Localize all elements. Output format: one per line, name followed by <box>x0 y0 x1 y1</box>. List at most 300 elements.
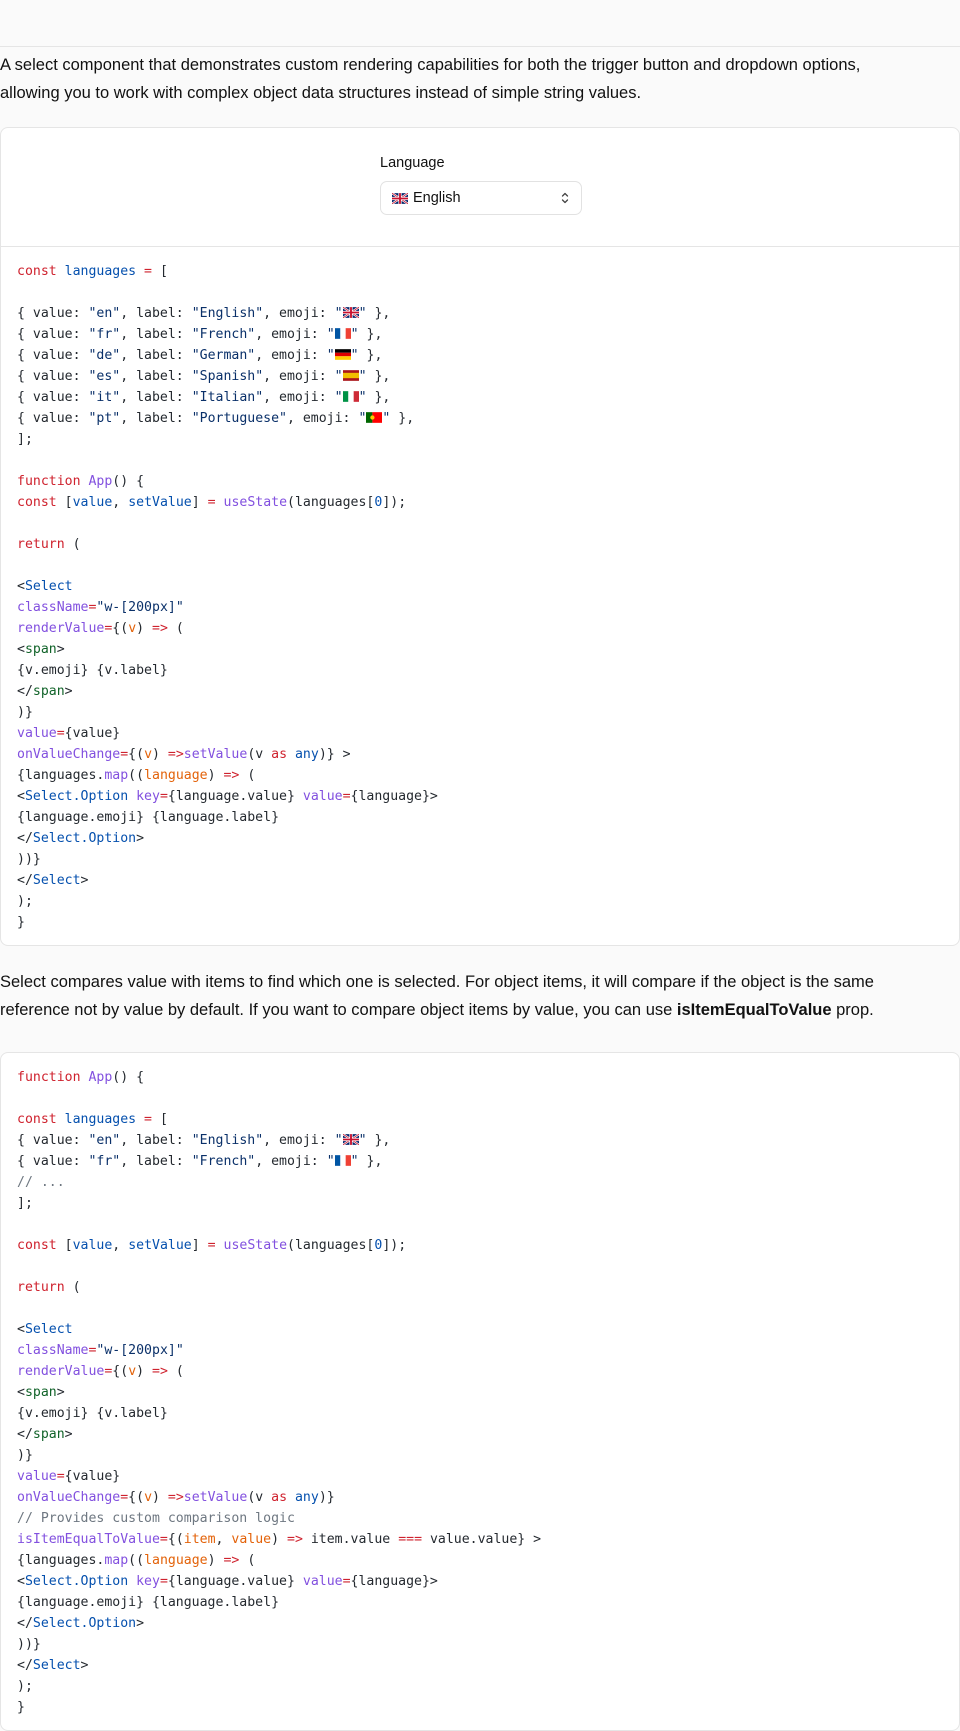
code-token: ) <box>207 1553 224 1568</box>
code-token: { value: <box>17 348 89 363</box>
code-token: v <box>128 1364 137 1379</box>
compare-note-text: Select compares value with items to find which one is selected. For object items, it will compare if the object is the same reference not by value by default. If you want to compare object items by value, you can use <box>0 973 874 1019</box>
code-token: 0 <box>374 495 383 510</box>
code-token: = <box>104 1364 113 1379</box>
code-token: )} <box>17 705 33 720</box>
code-token: , label: <box>120 369 192 384</box>
code-line <box>17 768 255 783</box>
code-token: }, <box>390 411 415 426</box>
code-token: language <box>144 1553 208 1568</box>
code-token: "German" <box>191 348 256 363</box>
code-token: () { <box>112 474 145 489</box>
code-line <box>17 1070 144 1085</box>
code-token: (( <box>128 1553 145 1568</box>
code-token: renderValue <box>17 1364 105 1379</box>
code-token: { value: <box>17 411 89 426</box>
code-token: = <box>120 1490 129 1505</box>
code-line <box>17 642 65 657</box>
code-token: , emoji: <box>255 327 327 342</box>
code-token: { value: <box>17 327 89 342</box>
code-line <box>17 789 438 804</box>
code-token: , label: <box>120 327 192 342</box>
compare-note-suffix: prop. <box>831 1001 874 1019</box>
code-token: => <box>223 768 240 783</box>
code-token: languages <box>64 1112 137 1127</box>
code-line <box>17 1469 120 1484</box>
code-line <box>17 1574 438 1589</box>
code-token: => <box>152 621 168 636</box>
code-token: const <box>17 1238 65 1253</box>
code-token: ) <box>136 1364 153 1379</box>
code-token: = <box>56 1469 65 1484</box>
code-token: {language.value} <box>167 789 303 804</box>
code-token: </ <box>17 1427 33 1442</box>
code-token: , label: <box>120 411 192 426</box>
code-token: > <box>64 1427 73 1442</box>
top-bar <box>0 0 960 47</box>
code-token: {value} <box>64 1469 121 1484</box>
code-token: Select.Option <box>24 789 137 804</box>
flag-pt-icon <box>366 412 382 423</box>
code-token: > <box>64 684 73 699</box>
compare-note-prop: isItemEqualToValue <box>676 1001 832 1019</box>
code-token: value <box>302 789 343 804</box>
code-token: , emoji: <box>255 348 327 363</box>
code-line <box>17 1658 88 1673</box>
code-token: </ <box>17 1616 33 1631</box>
code-line <box>17 1616 144 1631</box>
code-token: span <box>32 1427 65 1442</box>
code-line <box>17 432 33 447</box>
code-line <box>17 1196 33 1211</box>
code-token: = <box>159 789 168 804</box>
code-token: < <box>17 789 25 804</box>
code-token: = <box>88 600 97 615</box>
code-token: </ <box>17 684 33 699</box>
code-line <box>17 579 73 594</box>
code-token: "fr" <box>88 1154 121 1169</box>
code-token: "Spanish" <box>191 369 264 384</box>
code-token: } <box>17 1700 25 1715</box>
code-line <box>17 390 390 405</box>
code-line <box>17 537 81 552</box>
code-token: , emoji: <box>263 369 335 384</box>
code-token: , label: <box>120 1133 192 1148</box>
code-token: onValueChange <box>17 747 121 762</box>
code-token: = <box>159 1574 168 1589</box>
code-line <box>17 1532 541 1547</box>
code-token: value.value} > <box>422 1532 542 1547</box>
code-line <box>17 1679 33 1694</box>
code-token: any <box>294 1490 319 1505</box>
code-token: languages <box>64 264 137 279</box>
code-line <box>17 1406 168 1421</box>
code-token: , emoji: <box>286 411 359 426</box>
code-token: "fr" <box>88 327 121 342</box>
code-line <box>17 411 414 426</box>
flag-gb-icon <box>392 193 408 204</box>
code-block-1 <box>1 247 959 945</box>
code-token: " <box>334 369 343 384</box>
code-token: }, <box>358 327 383 342</box>
flag-fr-icon <box>335 328 351 339</box>
code-token: => <box>152 1364 168 1379</box>
code-token: ( <box>72 537 81 552</box>
code-token: key <box>136 1574 160 1589</box>
code-token: map <box>104 1553 129 1568</box>
code-line <box>17 1280 81 1295</box>
code-token: [ <box>64 495 73 510</box>
code-token: const <box>17 495 65 510</box>
code-token: ) <box>271 1532 288 1547</box>
code-line <box>17 705 33 720</box>
code-token: </ <box>17 831 33 846</box>
code-line <box>17 1427 73 1442</box>
code-token: [ <box>159 264 168 279</box>
code-token: 0 <box>374 1238 383 1253</box>
code-line <box>17 1154 382 1169</box>
code-line <box>17 684 73 699</box>
code-token: " <box>382 411 391 426</box>
code-token: = <box>159 1532 168 1547</box>
code-token: item <box>183 1532 216 1547</box>
code-line <box>17 810 279 825</box>
code-token: ( <box>167 1364 184 1379</box>
code-token: value <box>17 1469 57 1484</box>
code-token: {value} <box>64 726 121 741</box>
code-token: {v.emoji} {v.label} <box>17 663 168 678</box>
code-token: "pt" <box>88 411 121 426</box>
code-token: key <box>136 789 160 804</box>
code-token: { value: <box>17 1133 89 1148</box>
code-token: " <box>334 1133 343 1148</box>
code-token: </ <box>17 1658 33 1673</box>
code-token: , <box>112 1238 129 1253</box>
code-line <box>17 1175 65 1190</box>
code-token: ); <box>17 1679 33 1694</box>
code-token: }, <box>366 390 391 405</box>
code-line <box>17 495 406 510</box>
code-token: > <box>136 831 145 846</box>
code-line <box>17 1700 25 1715</box>
code-token: {( <box>112 1364 129 1379</box>
code-line <box>17 726 120 741</box>
code-token: Select <box>24 579 73 594</box>
code-token: "English" <box>191 306 264 321</box>
code-token: {language.emoji} {language.label} <box>17 810 280 825</box>
code-token: { value: <box>17 369 89 384</box>
code-line <box>17 306 390 321</box>
selected-label: English <box>413 190 461 206</box>
code-token: " <box>358 411 367 426</box>
code-token: map <box>104 768 129 783</box>
code-token: )} <box>318 1490 335 1505</box>
code-line <box>17 1511 295 1526</box>
code-token: } <box>17 915 25 930</box>
code-token: => <box>287 1532 303 1547</box>
code-token: "English" <box>191 1133 264 1148</box>
code-token: < <box>17 579 25 594</box>
code-token: > <box>136 1616 145 1631</box>
code-token: (v <box>247 1490 272 1505</box>
code-token: )} <box>17 1448 33 1463</box>
code-line <box>17 1448 33 1463</box>
flag-de-icon <box>335 349 351 360</box>
code-line <box>17 264 168 279</box>
code-token: { value: <box>17 306 89 321</box>
code-line <box>17 1238 406 1253</box>
code-line <box>17 1112 168 1127</box>
flag-fr-icon <box>335 1155 351 1166</box>
example-card-2 <box>0 1052 960 1731</box>
code-line <box>17 1322 73 1337</box>
code-token: {languages. <box>17 1553 105 1568</box>
code-token: () { <box>112 1070 145 1085</box>
example-card-1 <box>0 127 960 946</box>
code-token: ) <box>152 747 168 762</box>
code-token: Select <box>32 873 81 888</box>
code-token: "en" <box>88 1133 121 1148</box>
code-token: " <box>334 306 343 321</box>
code-token: ( <box>167 621 184 636</box>
code-token: "de" <box>88 348 121 363</box>
code-token: {language}> <box>350 1574 438 1589</box>
code-token: className <box>17 1343 89 1358</box>
code-line <box>17 1133 390 1148</box>
code-token: {( <box>128 747 145 762</box>
code-token: " <box>326 1154 335 1169</box>
code-token: < <box>17 1574 25 1589</box>
code-token: , <box>215 1532 232 1547</box>
code-token: => <box>223 1553 240 1568</box>
code-token: ]; <box>17 432 33 447</box>
code-token: v <box>128 621 137 636</box>
code-token: {language}> <box>350 789 438 804</box>
code-token: }, <box>366 369 391 384</box>
code-token: isItemEqualToValue <box>17 1532 160 1547</box>
code-token: = <box>104 621 113 636</box>
code-token: "Portuguese" <box>191 411 287 426</box>
code-line <box>17 873 88 888</box>
code-token: App <box>88 1070 113 1085</box>
code-token: Select <box>24 1322 73 1337</box>
code-token: = <box>136 1112 160 1127</box>
code-token: ( <box>72 1280 81 1295</box>
code-token: const <box>17 264 65 279</box>
code-token: "it" <box>88 390 121 405</box>
code-token: = <box>136 264 160 279</box>
code-token: [ <box>64 1238 73 1253</box>
code-token: }, <box>358 348 383 363</box>
code-token: {language.value} <box>167 1574 303 1589</box>
code-token: </ <box>17 873 33 888</box>
code-line <box>17 894 33 909</box>
code-line <box>17 1637 41 1652</box>
intro-text: A select component that demonstrates custom rendering capabilities for both the trigger button and dropdown options, allowing you to work with complex object data structures instead of simple string values. <box>0 56 861 102</box>
code-token: > <box>80 1658 89 1673</box>
code-token: v <box>144 1490 153 1505</box>
compare-note <box>0 966 920 1032</box>
code-token: ); <box>17 894 33 909</box>
code-token: value <box>231 1532 272 1547</box>
code-token: {( <box>167 1532 184 1547</box>
code-token: = <box>207 1238 224 1253</box>
code-token: {language.emoji} {language.label} <box>17 1595 280 1610</box>
code-token: = <box>88 1343 97 1358</box>
code-token: { value: <box>17 1154 89 1169</box>
code-line <box>17 747 351 762</box>
code-token: ) <box>152 1490 168 1505</box>
code-token: useState <box>223 495 288 510</box>
code-token: [ <box>159 1112 168 1127</box>
code-token: ]); <box>382 495 407 510</box>
code-token: " <box>358 306 367 321</box>
code-block-2 <box>1 1053 959 1730</box>
code-token: as <box>271 747 295 762</box>
code-token: < <box>17 1322 25 1337</box>
code-line <box>17 621 184 636</box>
code-token: App <box>88 474 113 489</box>
code-token: }, <box>366 306 391 321</box>
code-line <box>17 663 168 678</box>
code-token: = <box>207 495 224 510</box>
code-line <box>17 1385 65 1400</box>
code-token: )} > <box>318 747 351 762</box>
code-token: value <box>72 1238 113 1253</box>
code-line <box>17 1343 184 1358</box>
code-token: "en" <box>88 306 121 321</box>
code-token: , emoji: <box>255 1154 327 1169</box>
code-token: return <box>17 537 73 552</box>
code-line <box>17 1553 255 1568</box>
language-label: Language <box>380 155 445 171</box>
code-token: setValue <box>128 495 192 510</box>
code-line <box>17 327 382 342</box>
code-token: const <box>17 1112 65 1127</box>
code-token: value <box>302 1574 343 1589</box>
code-line <box>17 474 144 489</box>
code-token: v <box>144 747 153 762</box>
code-token: > <box>56 1385 65 1400</box>
code-token: function <box>17 474 89 489</box>
language-select-trigger[interactable] <box>380 181 582 215</box>
code-token: ) <box>136 621 153 636</box>
code-token: ))} <box>17 852 41 867</box>
code-token: = <box>56 726 65 741</box>
code-token: === <box>398 1532 423 1547</box>
code-token: }, <box>366 1133 391 1148</box>
code-token: "French" <box>191 327 256 342</box>
code-token: , <box>112 495 129 510</box>
code-token: any <box>294 747 319 762</box>
code-token: ] <box>191 1238 208 1253</box>
code-token: , label: <box>120 348 192 363</box>
code-token: {( <box>112 621 129 636</box>
language-field <box>380 153 582 215</box>
code-token: " <box>350 1154 359 1169</box>
code-token: (( <box>128 768 145 783</box>
code-token: " <box>358 390 367 405</box>
code-token: Select.Option <box>32 1616 137 1631</box>
code-token: "w-[200px]" <box>96 600 184 615</box>
code-token: "Italian" <box>191 390 264 405</box>
code-token: span <box>24 642 57 657</box>
code-token: " <box>358 1133 367 1148</box>
code-token: setValue <box>183 747 248 762</box>
code-token: Select.Option <box>32 831 137 846</box>
code-token: (languages[ <box>287 1238 375 1253</box>
code-token: as <box>271 1490 295 1505</box>
code-token: , emoji: <box>263 390 335 405</box>
code-token: (languages[ <box>287 495 375 510</box>
code-token: " <box>358 369 367 384</box>
code-token: > <box>80 873 89 888</box>
code-token: = <box>342 789 351 804</box>
flag-gb-icon <box>343 307 359 318</box>
code-token: className <box>17 600 89 615</box>
code-line <box>17 852 41 867</box>
select-preview <box>1 128 959 247</box>
code-token: => <box>167 1490 184 1505</box>
code-token: , label: <box>120 1154 192 1169</box>
code-token: ] <box>191 495 208 510</box>
code-token: useState <box>223 1238 288 1253</box>
code-line <box>17 831 144 846</box>
code-token: " <box>350 327 359 342</box>
code-token: ( <box>239 768 256 783</box>
code-line <box>17 1364 184 1379</box>
code-token: renderValue <box>17 621 105 636</box>
code-line <box>17 369 390 384</box>
code-token: ]; <box>17 1196 33 1211</box>
code-token: " <box>326 348 335 363</box>
code-token: " <box>326 327 335 342</box>
code-token: Select <box>32 1658 81 1673</box>
code-token: " <box>334 390 343 405</box>
code-line <box>17 1595 279 1610</box>
code-token: "es" <box>88 369 121 384</box>
code-token: {( <box>128 1490 145 1505</box>
code-token: " <box>350 348 359 363</box>
code-token: { value: <box>17 390 89 405</box>
code-line <box>17 915 25 930</box>
code-token: setValue <box>128 1238 192 1253</box>
code-token: = <box>120 747 129 762</box>
code-token: "w-[200px]" <box>96 1343 184 1358</box>
code-token: // ... <box>17 1175 65 1190</box>
code-token: , label: <box>120 390 192 405</box>
code-token: (v <box>247 747 272 762</box>
code-line <box>17 600 184 615</box>
code-token: // Provides custom comparison logic <box>17 1511 295 1526</box>
code-token: > <box>56 642 65 657</box>
code-token: return <box>17 1280 73 1295</box>
code-token: }, <box>358 1154 383 1169</box>
code-token: value <box>72 495 113 510</box>
code-token: item.value <box>302 1532 399 1547</box>
code-token: ]); <box>382 1238 407 1253</box>
code-token: => <box>167 747 184 762</box>
code-token: = <box>342 1574 351 1589</box>
code-token: "French" <box>191 1154 256 1169</box>
code-token: value <box>17 726 57 741</box>
code-token: < <box>17 1385 25 1400</box>
code-token: ) <box>207 768 224 783</box>
code-token: , label: <box>120 306 192 321</box>
code-token: setValue <box>183 1490 248 1505</box>
code-line <box>17 1490 335 1505</box>
flag-gb-icon <box>343 1134 359 1145</box>
